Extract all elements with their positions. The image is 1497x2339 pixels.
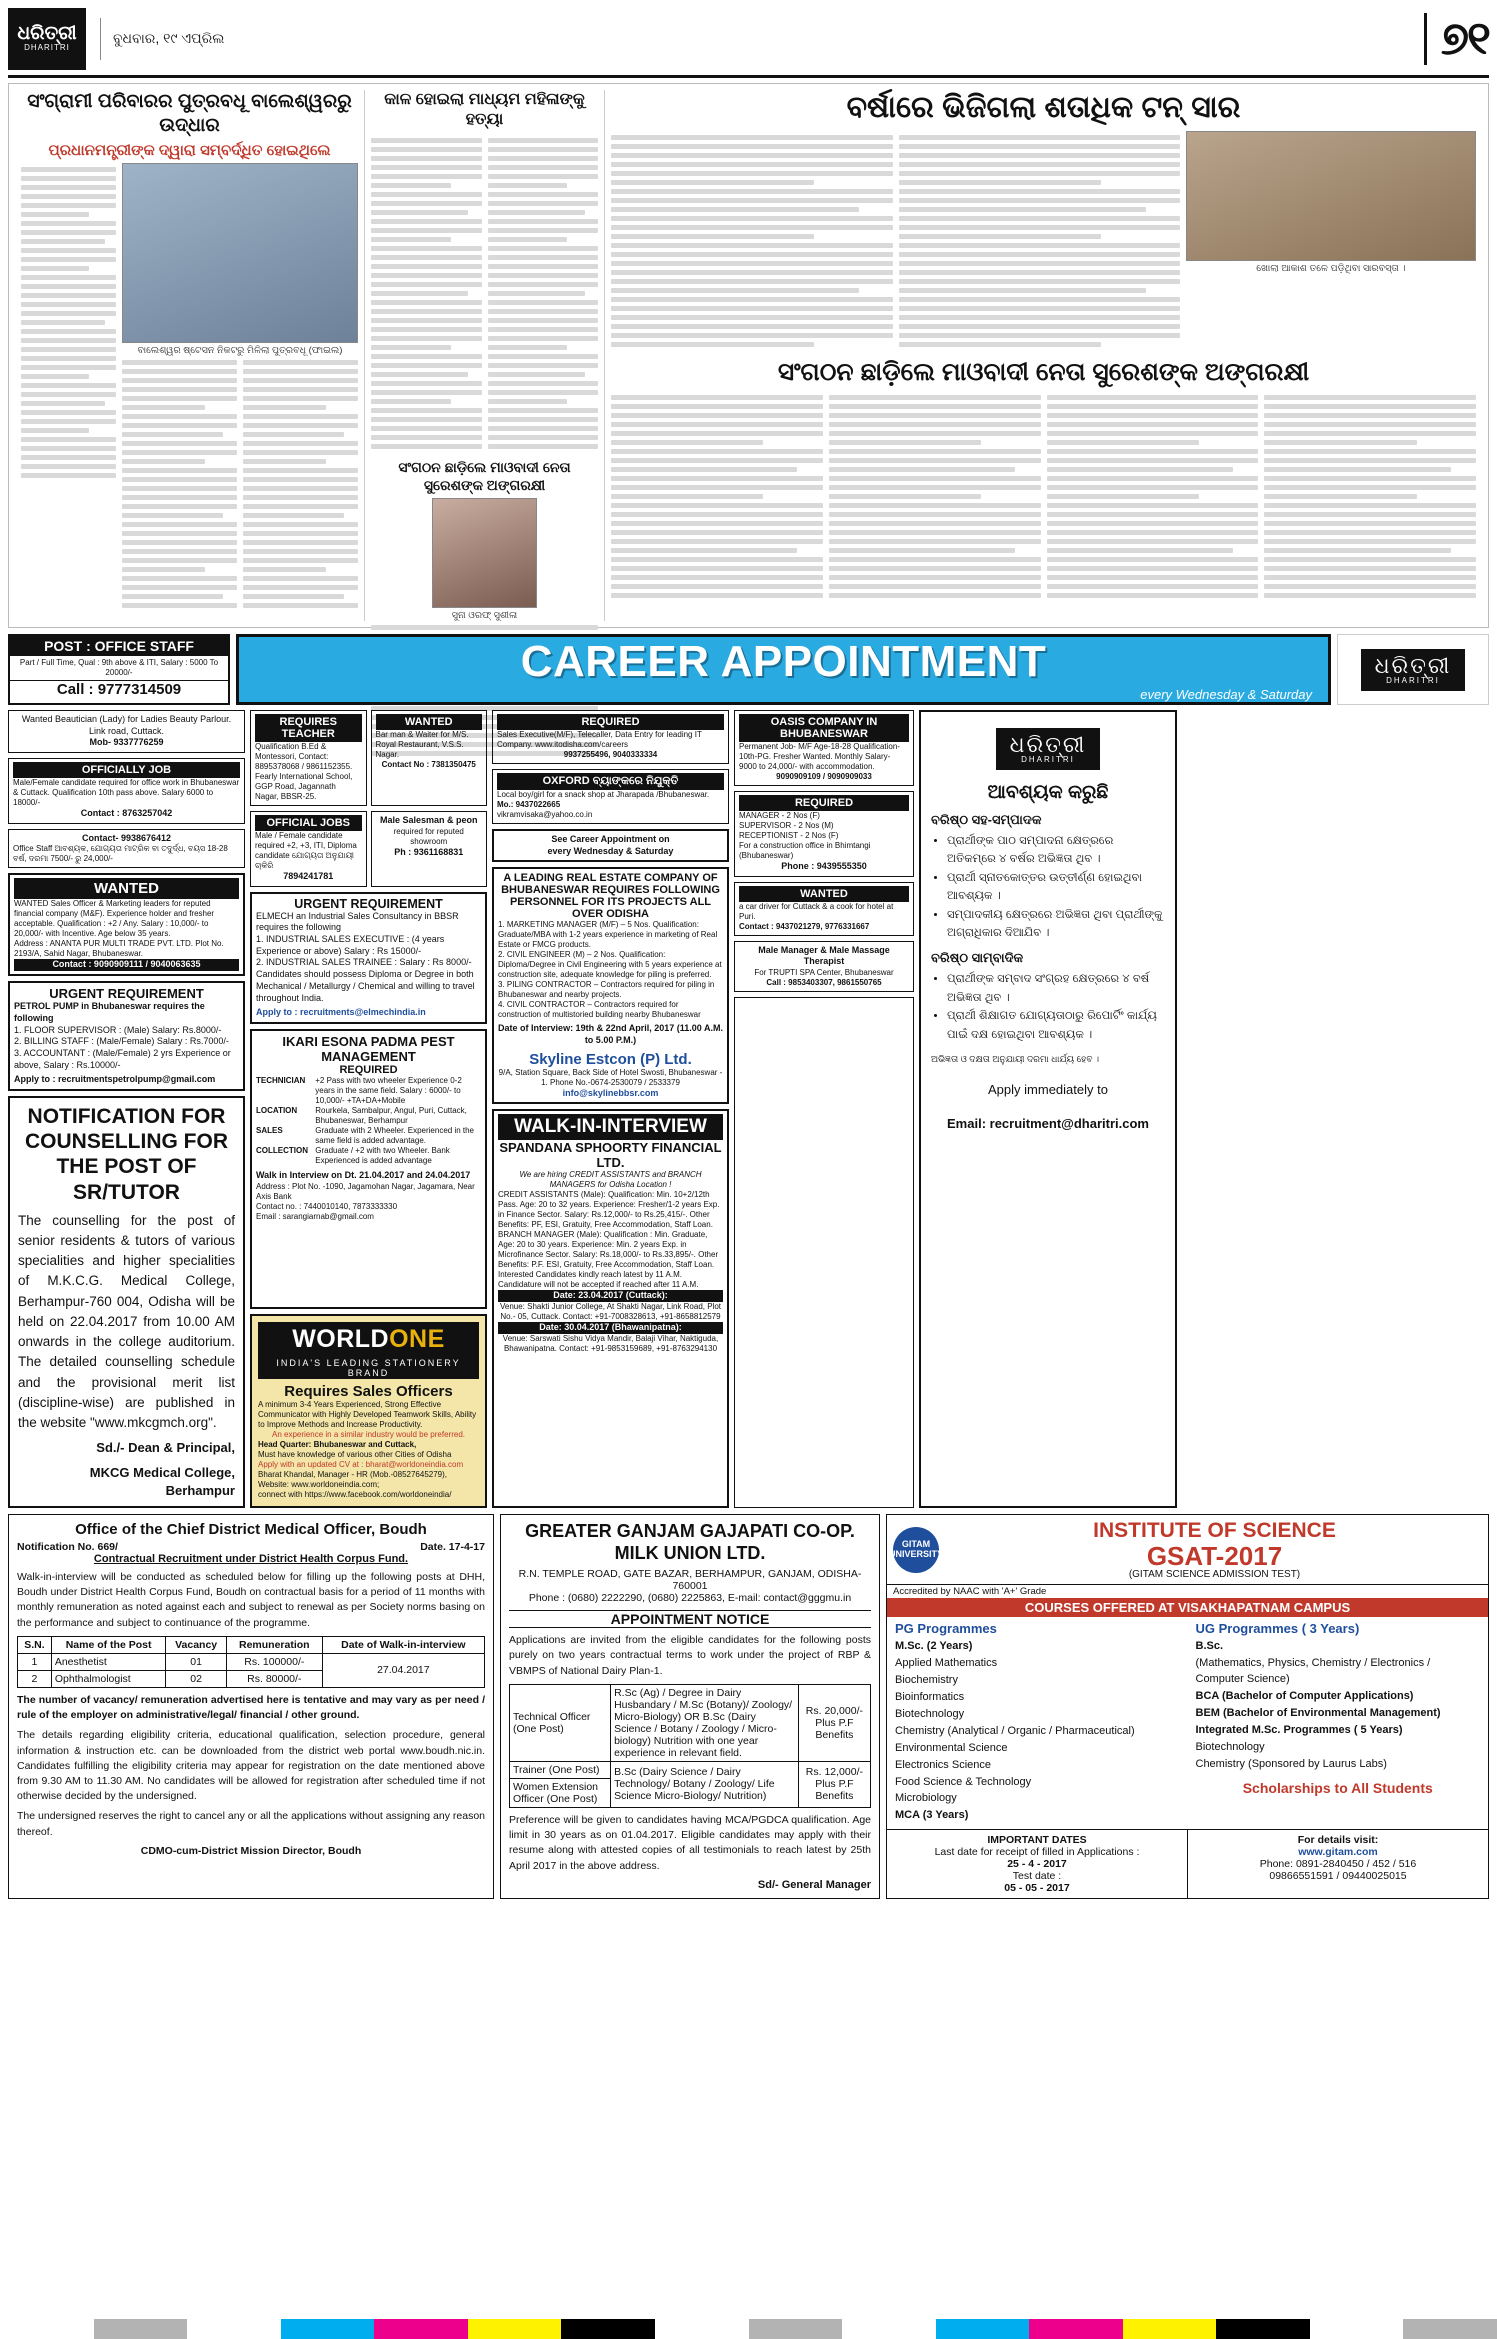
oxford-ad — [492, 769, 729, 824]
cdmo-col-4: Date of Walk-in-interview — [322, 1636, 484, 1653]
milk-r0-qual: R.Sc (Ag) / Degree in Dairy Husbandary / M.Sc (Botany)/ Zoology/ Micro-Biology) OR B.Sc (Dairy Science / Botany / Zoology / Micro-biology) Nutrition with one year experience in relevant field. — [611, 1684, 799, 1761]
gitam-header — [887, 1515, 1488, 1585]
elmech-title: URGENT REQUIREMENT — [294, 896, 443, 911]
ikari-sub: REQUIRED — [339, 1063, 398, 1076]
story4-text-b — [829, 395, 1041, 602]
elmech-apply[interactable]: Apply to : recruitments@elmechindia.in — [256, 1007, 426, 1018]
cdmo-title: Contractual Recruitment under District Health Corpus Fund. — [93, 1553, 409, 1565]
office-staff-line1: Part / Full Time, Qual : 9th above & ITI, Salary : 5000 To 20000/- — [19, 658, 219, 677]
bar-waiter-title: WANTED — [376, 714, 483, 730]
sr-tutor-sign-2: MKCG Medical College, Berhampur — [89, 1464, 235, 1498]
masthead — [8, 6, 1489, 78]
gitam-title: INSTITUTE OF SCIENCE — [1093, 1519, 1336, 1542]
worldone-web[interactable]: Website: www.worldoneindia.com; — [258, 1480, 380, 1489]
petrol-apply[interactable]: Apply to : recruitmentspetrolpump@gmail.com — [14, 1074, 216, 1085]
ikari-row-1-key: LOCATION — [256, 1105, 298, 1115]
dharitri-brand-sub: DHARITRI — [1386, 675, 1440, 685]
beautician-ad — [8, 710, 245, 753]
dharitri-rail-brand-sub: DHARITRI — [1021, 755, 1075, 764]
rail-s1-item-3: • ସମ୍ପାଦକୀୟ କ୍ଷେତ୍ରରେ ଅଭିଜ୍ଞତା ଥିବା ପ୍ରାର୍ଥୀଙ୍କୁ ଅଗ୍ରାଧିକାର ଦିଆଯିବ । — [947, 906, 1165, 943]
story4-photo — [432, 498, 537, 608]
ikari-contact: Contact no. : 7440010140, 7873333330 — [256, 1201, 398, 1211]
gitam-website[interactable]: www.gitam.com — [1298, 1846, 1378, 1859]
story1-text-a — [122, 360, 237, 612]
beautician-mob: Mob- 9337776259 — [89, 737, 164, 748]
realestate-item-3: 3. PILING CONTRACTOR – Contractors required for piling in Bhubaneswar and nearby projects. — [498, 980, 715, 1000]
cdmo-col-0: S.N. — [18, 1636, 52, 1653]
gitam-footer — [887, 1829, 1488, 1898]
worldone-brand-2: ONE — [389, 1325, 445, 1353]
gitam-seal-icon — [889, 1527, 944, 1573]
gitam-ug — [1188, 1617, 1489, 1829]
rail-s1-item-1: • ପ୍ରାର୍ଥୀଙ୍କ ପାଠ ସମ୍ପାଦନା କ୍ଷେତ୍ରରେ ଅତିକମ୍‌ରେ ୪ ବର୍ଷର ଅଭିଜ୍ଞତା ଥିବ । — [947, 832, 1165, 869]
contact-office-title: Contact- 9938676412 — [81, 832, 172, 843]
spandana-sub: We are hiring CREDIT ASSISTANTS and BRANCH MANAGERS for Odisha Location ! — [519, 1170, 702, 1190]
elmech-item-2: 2. INDUSTRIAL SALES TRAINEE : Salary : Rs 8000/- Candidates should possess Diploma or Degree in both Mechanical / Metallurgy / Chemical and willing to travel throughout India. — [256, 957, 475, 1003]
spandana-note: Interested Candidates kindly reach latest by 11 A.M. Candidature will not be accepted if reached after 11 A.M. — [498, 1270, 699, 1290]
officially-job-ad — [8, 758, 245, 824]
spandana-venue-1: Venue: Shakti Junior College, At Shakti Nagar, Link Road, Plot No.- 05, Cuttack. Contact: +91-7008328613, +91-8658812579 — [499, 1302, 722, 1322]
skyline-company: Skyline Estcon (P) Ltd. — [529, 1050, 692, 1068]
classified-ads-grid — [8, 710, 1489, 1508]
story2-text-b — [488, 138, 599, 453]
oxford-body: Local boy/girl for a snack shop at Jharapada /Bhubaneswar. — [497, 790, 710, 799]
oxford-title: OXFORD ବ୍ୟାଙ୍କରେ ନିଯୁକ୍ତି — [497, 773, 724, 790]
realestate-title: A LEADING REAL ESTATE COMPANY OF BHUBANESWAR REQUIRES FOLLOWING PERSONNEL FOR ITS PROJECTS ALL OVER ODISHA — [501, 872, 720, 921]
officially-job-body: Male/Female candidate required for office work in Bhubaneswar & Cuttack. Qualification 10th pass above. Salary 6000 to 18000/- — [13, 778, 240, 808]
masthead-divider — [1424, 13, 1427, 65]
milk-sign: Sd/- General Manager — [757, 1878, 871, 1891]
gitam-pg-9: Microbiology — [895, 1792, 957, 1805]
male-salesman-ad — [371, 811, 488, 887]
elmech-item-1: 1. INDUSTRIAL SALES EXECUTIVE : (4 years Experience or above) Salary : Rs 15000/- — [256, 934, 445, 956]
story4-text-d — [1264, 395, 1476, 602]
gitam-programmes — [887, 1617, 1488, 1829]
cdmo-r1-c0: 2 — [18, 1670, 52, 1687]
bar-waiter-contact: Contact No : 7381350475 — [381, 760, 476, 769]
cdmo-notif-no: Notification No. 669/ — [17, 1541, 118, 1553]
rail-s2-item-1: • ପ୍ରାର୍ଥୀଙ୍କ ସମ୍ବାଦ ସଂଗ୍ରହ କ୍ଷେତ୍ରରେ ୪ ବର୍ଷ ଅଭିଜ୍ଞତା ଥିବ । — [947, 970, 1165, 1007]
news-column-2 — [365, 90, 605, 621]
rail-note: ଅଭିଜ୍ଞତା ଓ ଦକ୍ଷତା ଅନୁଯାୟୀ ଦରମା ଧାର୍ଯ୍ୟ ହେବ । — [931, 1053, 1100, 1064]
spa-ad — [734, 941, 914, 992]
oxford-contact: Mo.: 9437022665 — [497, 800, 561, 809]
sales-exec-ad — [492, 710, 729, 764]
car-driver-title: WANTED — [739, 886, 909, 902]
gitam-pg-7: Electronics Science — [895, 1758, 991, 1771]
required-mgr-item-3: RECEPTIONIST - 2 Nos (F) — [739, 831, 839, 840]
story2-headline: କାଳ ହୋଇଲା ମାଧ୍ୟମ ମହିଳାଙ୍କୁ ହତ୍ୟା — [384, 91, 585, 128]
sr-tutor-body: The counselling for the post of senior residents & tutors of various specialities and higher specialities of M.K.C.G. Medical College, Berhampur-760 004, Odisha will be held on 22.04.2017 from 10.00 AM onwards in the college auditorium. The detailed counselling schedule and the provisional merit list (discipline-wise) are published in the website "www.mkcgmch.org". — [18, 1212, 235, 1431]
rail-section-1-title: ବରିଷ୍ଠ ସହ-ସମ୍ପାଦକ — [931, 812, 1042, 827]
requires-teacher-ad — [250, 710, 367, 806]
gitam-details-label: For details visit: — [1297, 1834, 1379, 1847]
spandana-date-2: Date: 30.04.2017 (Bhawanipatna): — [498, 1322, 723, 1334]
worldone-body: A minimum 3-4 Years Experienced, Strong Effective Communicator with Highly Developed Teamwork Skills, Ability to Improve Methods and Increase Productivity. — [258, 1400, 477, 1429]
ikari-row-0-key: TECHNICIAN — [256, 1075, 306, 1085]
gitam-pg-10: MCA (3 Years) — [895, 1809, 969, 1822]
worldone-person: Bharat Khandal, Manager - HR (Mob.-08527645279), — [258, 1470, 447, 1479]
career-banner-row — [8, 634, 1489, 705]
gitam-gsat: GSAT-2017 — [1146, 1541, 1283, 1571]
cdmo-date: Date. 17-4-17 — [420, 1541, 485, 1553]
gitam-pg-8: Food Science & Technology — [895, 1775, 1032, 1788]
gitam-phone: Phone: 0891-2840450 / 452 / 516 — [1259, 1858, 1417, 1871]
rail-apply-label: Apply immediately to — [988, 1081, 1108, 1097]
gitam-important-dates — [887, 1830, 1188, 1898]
dharitri-rail-logo — [931, 720, 1165, 778]
ikari-row-2-key: SALES — [256, 1125, 283, 1135]
contact-office-body: Office Staff ଆବଶ୍ୟକ, ଯୋଗ୍ୟତା ମାଟ୍ରିକ ବା ତଦୁର୍ଦ୍ଧ, ବୟସ 18-28 ବର୍ଷ, ଦରମା 7500/- ରୁ 24,000/- — [13, 844, 228, 864]
dharitri-rail-brand-name: ଧରିତ୍ରୀ — [1009, 732, 1087, 757]
rail-title: ଆବଶ୍ୟକ କରୁଛି — [987, 782, 1109, 803]
gitam-pg — [887, 1617, 1188, 1829]
sales-exec-body: Sales Executive(M/F), Telecaller, Data Entry for leading IT Company. www.itodisha.com/careers — [497, 730, 702, 749]
ikari-email[interactable]: Email : sarangiarnab@gmail.com — [256, 1211, 374, 1221]
gitam-pg-2: Biochemistry — [895, 1673, 958, 1686]
gitam-gsat-sub: (GITAM SCIENCE ADMISSION TEST) — [1128, 1569, 1301, 1580]
petrol-item-3: 3. ACCOUNTANT : (Male/Female) 2 yrs Experience or above, Salary : Rs.10000/- — [14, 1047, 231, 1070]
cdmo-col-1: Name of the Post — [51, 1636, 166, 1653]
petrol-item-1: 1. FLOOR SUPERVISOR : (Male) Salary: Rs.8000/- — [14, 1024, 222, 1035]
story4-caption: ସୁନା ଓରଫ୍ ସୁଶୀଳା — [451, 610, 518, 621]
gitam-pg-3: Bioinformatics — [895, 1690, 965, 1703]
dharitri-brand — [1361, 649, 1466, 691]
gitam-ug-3: BEM (Bachelor of Environmental Management) — [1195, 1706, 1441, 1719]
cdmo-col-3: Remuneration — [226, 1636, 322, 1653]
cdmo-intro: Walk-in-interview will be conducted as scheduled below for filling up the following posts at DHH, Boudh under District Health Corpus Fund, Boudh on contractual basis for a period of 11 months with monthly remuneration as noted against each and subject to renewal as per Society norms basing on the performance and subject to continuance of the programme. — [17, 1571, 485, 1629]
cdmo-note-3: The undersigned reserves the right to cancel any or all the applications without assigning any reason thereof. — [17, 1810, 485, 1838]
cdmo-col-2: Vacancy — [166, 1636, 227, 1653]
career-banner-title: CAREER APPOINTMENT — [520, 637, 1047, 686]
story1-caption: ବାଲେଶ୍ୱର ଷ୍ଟେସନ ନିକଟରୁ ମିଳିଲା ପୁତ୍ରବଧୂ (ଫାଇଲ) — [137, 344, 343, 356]
officially-job-title: OFFICIALLY JOB — [13, 762, 240, 778]
gitam-pg-5: Chemistry (Analytical / Organic / Pharmaceutical) — [895, 1724, 1135, 1737]
office-staff-ad — [8, 634, 230, 705]
worldone-tagline: INDIA'S LEADING STATIONERY BRAND — [258, 1357, 479, 1379]
petrol-intro: PETROL PUMP in Bhubaneswar requires the following — [14, 1001, 205, 1023]
masthead-logo-title: ଧରିତ୍ରୀ — [17, 23, 77, 45]
office-staff-call: Call : 9777314509 — [10, 680, 228, 698]
required-manager-ad — [734, 791, 914, 877]
news-section — [8, 83, 1489, 628]
story1-text-left — [21, 167, 116, 612]
story1-headline: ସଂଗ୍ରାମୀ ପରିବାରର ପୁତ୍ରବଧୂ ବାଲେଶ୍ୱରରୁ ଉଦ୍ଧାର — [27, 91, 352, 136]
milk-intro: Applications are invited from the eligible candidates for the following posts purely on two years contractual terms to work under the project of RBP & VBMPS of National Dairy Plan-1. — [509, 1634, 871, 1677]
elmech-ad — [250, 892, 487, 1024]
spa-contact: Call : 9853403307, 9861550765 — [766, 978, 882, 988]
realestate-ad — [492, 867, 729, 1104]
milk-pref: Preference will be given to candidates having MCA/PGDCA qualification. Age limit in 30 years as on 01.04.2017. Eligible candidates may apply with their resume along with attested copies of all testimonials to reach latest by 25th April 2017 in the above address. — [509, 1813, 871, 1872]
milk-r0-rem: Rs. 20,000/- Plus P.F Benefits — [798, 1684, 870, 1761]
contact-office-ad — [8, 829, 245, 869]
official-jobs-ad — [250, 811, 367, 887]
wanted-sales-officer-ad — [8, 873, 245, 976]
story4-text-c — [1047, 395, 1259, 602]
gitam-ug-0: B.Sc. — [1195, 1640, 1224, 1652]
required-mgr-item-1: MANAGER - 2 Nos (F) — [739, 811, 820, 820]
oasis-ad — [734, 710, 914, 786]
gitam-last-date-label: Last date for receipt of filled in Applications : — [934, 1846, 1140, 1859]
story3-caption: ଖୋଲା ଆକାଶ ତଳେ ପଡ଼ିଥିବା ସାରବସ୍ତା । — [1256, 263, 1406, 274]
skyline-email[interactable]: info@skylinebbsr.com — [562, 1087, 659, 1098]
color-registration-bar — [0, 2319, 1497, 2339]
news-column-3 — [605, 90, 1482, 621]
spa-body: For TRUPTI SPA Center, Bhubaneswar — [754, 968, 894, 978]
male-salesman-contact: Ph : 9361168831 — [394, 846, 464, 857]
gitam-pg-4: Biotechnology — [895, 1707, 965, 1720]
gitam-courses-bar: COURSES OFFERED AT VISAKHAPATNAM CAMPUS — [887, 1598, 1488, 1617]
rail-s1-item-2: • ପ୍ରାର୍ଥୀ ସ୍ନାତକୋତ୍ତର ଉତ୍ତୀର୍ଣ୍ଣ ହୋଇଥିବା ଆବଶ୍ୟକ । — [947, 869, 1165, 906]
realestate-item-1: 1. MARKETING MANAGER (M/F) – 5 Nos. Qualification: Graduate/MBA with 1-2 years experience in marketing of Real Estate or FMCG products. — [498, 920, 718, 950]
male-salesman-body: required for reputed showroom — [393, 826, 464, 846]
wanted-title: WANTED — [14, 878, 239, 899]
ads-column-rail — [919, 710, 1177, 1508]
spa-title: Male Manager & Male Massage Therapist — [758, 944, 890, 967]
gitam-imp-dates-title: IMPORTANT DATES — [987, 1834, 1087, 1847]
milk-table — [509, 1684, 871, 1808]
story3-photo — [1186, 131, 1476, 261]
cdmo-note-1: The number of vacancy/ remuneration advertised here is tentative and may vary as per need / rule of the employer on administrative/legal/ financial / other ground. — [17, 1693, 485, 1722]
cdmo-boudh-notice — [8, 1514, 494, 1899]
gitam-univ-label: GITAM UNIVERSITY — [889, 1539, 944, 1559]
cdmo-office: Office of the Chief District Medical Officer, Boudh — [75, 1521, 427, 1538]
cdmo-table-header — [18, 1636, 485, 1653]
cdmo-r0-c4: 27.04.2017 — [322, 1653, 484, 1687]
gitam-ug-title: UG Programmes ( 3 Years) — [1195, 1621, 1360, 1636]
ikari-walk: Walk in Interview on Dt. 21.04.2017 and 24.04.2017 — [256, 1169, 471, 1180]
male-salesman-title: Male Salesman & peon — [379, 815, 478, 825]
sr-tutor-notification — [8, 1096, 245, 1508]
petrol-pump-ad — [8, 981, 245, 1091]
bottom-notices — [8, 1514, 1489, 1899]
worldone-title: Requires Sales Officers — [284, 1383, 453, 1400]
worldone-brand — [258, 1322, 479, 1357]
story3-text-a — [611, 135, 893, 351]
skyline-address: 9/A, Station Square, Back Side of Hotel Swosti, Bhubaneswar - 1. Phone No.-0674-2530079 / 2533379 — [498, 1067, 723, 1087]
worldone-brand-1: WORLD — [292, 1325, 390, 1353]
ikari-row-1-val: Rourkela, Sambalpur, Angul, Puri, Cuttack, Bhubaneswar, Berhampur — [315, 1105, 467, 1125]
ikari-ad — [250, 1029, 487, 1309]
office-staff-title: POST : OFFICE STAFF — [10, 636, 228, 656]
required-mgr-title: REQUIRED — [739, 795, 909, 811]
dharitri-logo-banner — [1337, 634, 1489, 705]
gitam-pg-1: Applied Mathematics — [895, 1656, 998, 1669]
worldone-fb[interactable]: connect with https://www.facebook.com/worldoneindia/ — [258, 1490, 452, 1499]
car-driver-body: a car driver for Cuttack & a cook for hotel at Puri. — [739, 901, 894, 921]
cdmo-r0-c2: 01 — [166, 1653, 227, 1670]
required-mgr-item-2: SUPERVISOR - 2 Nos (M) — [739, 821, 834, 830]
masthead-logo — [8, 8, 86, 70]
beautician-text: Wanted Beautician (Lady) for Ladies Beauty Parlour. Link road, Cuttack. — [21, 714, 232, 736]
story3-headline: ବର୍ଷାରେ ଭିଜିଗଲା ଶତାଧିକ ଟନ୍ ସାର — [846, 91, 1241, 124]
car-driver-ad — [734, 882, 914, 936]
gitam-test-date-label: Test date : — [1012, 1870, 1062, 1883]
wanted-phone: Contact : 9090909111 / 9040063635 — [14, 959, 239, 971]
spandana-item-2: BRANCH MANAGER (Male): Qualification : Min. Graduate, Age: 20 to 30 years. Experience: Min. 2 years Exp. in Microfinance Sector. Salary: Rs.18,000/- to Rs.33,895/-. Other Benefits: P.F. ESI, Gratuity, Free Accommodation, Staff Loan. — [498, 1230, 719, 1270]
oasis-body: Permanent Job- M/F Age-18-28 Qualification-10th-PG. Fresher Wanted. Monthly Salary- 9000 to 24,000/- with accommodation. — [739, 742, 900, 771]
ikari-row-2-val: Graduate with 2 Wheeler. Experienced in the same field is added advantage. — [315, 1125, 475, 1145]
worldone-note: An experience in a similar industry would be preferred. — [272, 1430, 465, 1439]
spandana-walkin-header: WALK-IN-INTERVIEW — [498, 1114, 723, 1140]
realestate-item-2: 2. CIVIL ENGINEER (M) – 2 Nos. Qualification: Diploma/Degree in Civil Engineering with 5 years experience at construction site, adequate knowledge for piling is preferred. — [498, 950, 722, 980]
story4-headline: ସଂଗଠନ ଛାଡ଼ିଲେ ମାଓବାଦୀ ନେତା ସୁରେଶଙ୍କ ଅଙ୍ଗରକ୍ଷୀ — [777, 358, 1310, 386]
story1-text-b — [243, 360, 358, 612]
bar-waiter-body: Bar man & Waiter for M/S. Royal Restaurant, V.S.S. Nagar. — [375, 730, 469, 759]
masthead-date: ବୁଧବାର, ୧୯ ଏପ୍ରିଲ — [100, 18, 224, 60]
rail-section-2-title: ବରିଷ୍ଠ ସାମ୍ବାଦିକ — [931, 950, 1024, 966]
gitam-ug-1: (Mathematics, Physics, Chemistry / Electronics / Computer Science) — [1195, 1656, 1431, 1685]
elmech-intro: ELMECH an Industrial Sales Consultancy in BBSR requires the following — [256, 910, 459, 933]
career-banner-subtitle: every Wednesday & Saturday — [1140, 687, 1312, 702]
milk-address: R.N. TEMPLE ROAD, GATE BAZAR, BERHAMPUR, GANJAM, ODISHA- 760001 — [518, 1568, 862, 1593]
spandana-item-1: CREDIT ASSISTANTS (Male): Qualification: Min. 10+2/12th Pass. Age: 20 to 32 years. Experience: Fresher/1-2 years Exp. in Finance Sector. Salary: Rs.12,000/- to Rs.25,415/-. Other Benefits: PF, ESI, Gratuity, Free Accommodation, Staff Loan. — [498, 1190, 720, 1230]
gitam-ug-2: BCA (Bachelor of Computer Applications) — [1195, 1689, 1414, 1702]
ads-column-3 — [492, 710, 729, 1508]
story1-photo — [122, 163, 358, 343]
sales-exec-title: REQUIRED — [497, 714, 724, 730]
official-jobs-title: OFFICIAL JOBS — [255, 815, 362, 831]
bar-waiter-ad — [371, 710, 488, 806]
gitam-pg-6: Environmental Science — [895, 1741, 1008, 1754]
gitam-scholarship: Scholarships to All Students — [1242, 1779, 1433, 1796]
story3-text-b — [899, 135, 1181, 351]
ikari-title: IKARI ESONA PADMA PEST MANAGEMENT — [282, 1033, 455, 1064]
rail-s2-item-2: • ପ୍ରାର୍ଥୀ ଶିକ୍ଷାଗତ ଯୋଗ୍ୟତାଠାରୁ ରିପୋର୍ଟିଂ କାର୍ଯ୍ୟ ପାଇଁ ଦକ୍ଷ ହୋଇଥିବା ଆବଶ୍ୟକ । — [947, 1007, 1165, 1044]
gitam-mobile: 09866551591 / 09440025015 — [1269, 1870, 1407, 1883]
rail-section-1-list — [931, 832, 1165, 942]
gitam-test-date-value: 05 - 05 - 2017 — [1004, 1882, 1070, 1895]
cdmo-r0-c3: Rs. 100000/- — [226, 1653, 322, 1670]
milk-phone: Phone : (0680) 2222290, (0680) 2225863, E-mail: contact@gggmu.in — [528, 1592, 852, 1605]
petrol-title: URGENT REQUIREMENT — [49, 986, 204, 1002]
gitam-ug-6: Chemistry (Sponsored by Laurus Labs) — [1195, 1757, 1387, 1770]
table-row — [510, 1761, 871, 1778]
cdmo-r1-c2: 02 — [166, 1670, 227, 1687]
gitam-accreditation: Accredited by NAAC with 'A+' Grade — [893, 1586, 1047, 1597]
milk-r1-rem: Rs. 12,000/- Plus P.F Benefits — [798, 1761, 870, 1807]
gitam-ug-4: Integrated M.Sc. Programmes ( 5 Years) — [1195, 1723, 1403, 1736]
masthead-logo-sub: DHARITRI — [24, 43, 70, 53]
realestate-item-4: 4. CIVIL CONTRACTOR – Contractors required for construction of multistoried building nearby Bhubaneswar — [498, 1000, 701, 1020]
worldone-ad — [250, 1314, 487, 1508]
cdmo-r1-c3: Rs. 80000/- — [226, 1670, 322, 1687]
cdmo-r1-c1: Ophthalmologist — [51, 1670, 166, 1687]
ads-column-4 — [734, 710, 914, 1508]
milk-union-notice — [500, 1514, 880, 1899]
cdmo-r0-c0: 1 — [18, 1653, 52, 1670]
realestate-date: Date of Interview: 19th & 22nd April, 2017 (11.00 A.M. to 5.00 P.M.) — [498, 1023, 723, 1046]
gitam-pg-0: M.Sc. (2 Years) — [895, 1640, 973, 1652]
story4-headline-part: ସଂଗଠନ ଛାଡ଼ିଲେ ମାଓବାଦୀ ନେତା ସୁରେଶଙ୍କ ଅଙ୍ଗରକ୍ଷୀ — [398, 459, 571, 493]
cdmo-sign: CDMO-cum-District Mission Director, Boudh — [140, 1844, 362, 1857]
worldone-apply[interactable]: Apply with an updated CV at : bharat@worldoneindia.com — [258, 1460, 464, 1469]
ads-column-2 — [250, 710, 487, 1508]
petrol-item-2: 2. BILLING STAFF : (Male/Female) Salary : Rs.7000/- — [14, 1036, 229, 1047]
ikari-address: Address : Plot No. -1090, Jagamohan Nagar, Jagamara, Near Axis Bank — [256, 1181, 475, 1201]
ikari-row-0-val: +2 Pass with two wheeler Experience 0-2 years in the same field. Salary : 6000/- to 10,000/- +TA+DA+Mobile — [315, 1075, 462, 1105]
dharitri-rail-brand — [996, 728, 1101, 770]
sr-tutor-sign-1: Sd./- Dean & Principal, — [96, 1440, 235, 1456]
wanted-body: WANTED Sales Officer & Marketing leaders for reputed financial company (M&F). Experience holder and fresher acceptable. Qualification : +2 / Any. Salary : 10,000/- to 20,000/- with Incentive. Age below 35 years. — [14, 899, 215, 939]
teacher-body: Qualification B.Ed & Montessori, Contact: 8895378068 / 9861152355. Fearly International School, GGP Road, Jagannath Nagar, BBSR-25. — [255, 742, 353, 801]
gitam-last-date-value: 25 - 4 - 2017 — [1007, 1858, 1067, 1871]
ads-column-1 — [8, 710, 245, 1508]
required-mgr-note: For a construction office in Bhimtangi (Bhubaneswar) — [739, 841, 871, 860]
wanted-address: Address : ANANTA PUR MULTI TRADE PVT. LTD. Plot No. 2193/A, Sahid Nagar, Bhubaneswar. — [14, 939, 224, 959]
milk-title: GREATER GANJAM GAJAPATI CO-OP. MILK UNION LTD. — [525, 1521, 855, 1563]
filler-ad — [734, 997, 914, 1508]
see-career-line-1: See Career Appointment on — [551, 834, 670, 844]
oasis-title: OASIS COMPANY IN BHUBANESWAR — [739, 714, 909, 742]
gitam-ug-5: Biotechnology — [1195, 1740, 1265, 1753]
see-career-ad — [492, 829, 729, 862]
milk-r2-post: Women Extension Officer (One Post) — [510, 1778, 611, 1807]
career-appointment-banner — [236, 634, 1331, 705]
official-jobs-body: Male / Female candidate required +2, +3, ITI, Diploma candidate ଯୋଗ୍ୟତା ଅନୁଯାୟୀ ଚାକିରି — [255, 831, 357, 870]
cdmo-note-2: The details regarding eligibility criteria, educational qualification, selection procedure, general information & instruction etc. can be downloaded from the district web portal www.boudh.nic.in. Candidates fulfilling the eligibility criteria may appear for registration on the date mentioned above from 9.30 AM to 11.30 AM. No candidates will be allowed for registration after scheduled time if not otherwise decided by the undersigned. — [17, 1729, 485, 1803]
see-career-line-2: every Wednesday & Saturday — [547, 845, 674, 856]
officially-job-contact: Contact : 8763257042 — [80, 808, 173, 819]
sales-exec-contact: 9937255496, 9040333334 — [563, 750, 658, 759]
dharitri-recruitment-ad — [919, 710, 1177, 1508]
spandana-venue-2: Venue: Sarswati Sishu Vidya Mandir, Balaji Vihar, Naktiguda, Bhawanipatna. Contact: +91-9853159689, +91-8763294130 — [502, 1333, 719, 1353]
table-row — [18, 1653, 485, 1670]
dharitri-brand-name: ଧରିତ୍ରୀ — [1374, 652, 1452, 678]
story2-text-a — [371, 138, 482, 453]
table-row — [510, 1684, 871, 1761]
car-driver-contact: Contact : 9437021279, 9776331667 — [739, 921, 870, 931]
story1-subhead: ପ୍ରଧାନମନ୍ତ୍ରୀଙ୍କ ଦ୍ୱାରା ସମ୍ବର୍ଦ୍ଧିତ ହୋଇଥିଲେ — [48, 141, 331, 159]
rail-apply-email[interactable]: Email: recruitment@dharitri.com — [947, 1116, 1149, 1132]
oasis-contact: 9090909109 / 9090909033 — [776, 772, 872, 781]
story4-text-a — [611, 395, 823, 602]
worldone-know: Must have knowledge of various other Cities of Odisha — [258, 1450, 452, 1459]
teacher-title: REQUIRES TEACHER — [255, 714, 362, 742]
gitam-ad — [886, 1514, 1489, 1899]
sr-tutor-title: NOTIFICATION FOR COUNSELLING FOR THE POST OF SR/TUTOR — [25, 1104, 228, 1204]
masthead-right — [1424, 11, 1489, 67]
rail-section-2-list — [931, 970, 1165, 1044]
milk-r0-post: Technical Officer (One Post) — [510, 1684, 611, 1761]
milk-notice-title: APPOINTMENT NOTICE — [509, 1610, 871, 1628]
cdmo-table — [17, 1636, 485, 1688]
required-mgr-phone: Phone : 9439555350 — [781, 861, 867, 871]
oxford-email[interactable]: vikramvisaka@yahoo.co.in — [497, 810, 593, 819]
milk-r1-post: Trainer (One Post) — [510, 1761, 611, 1778]
spandana-date-1: Date: 23.04.2017 (Cuttack): — [498, 1290, 723, 1302]
ikari-row-3-val: Graduate / +2 with two Wheeler. Bank Experienced is added advantage — [315, 1145, 450, 1165]
spandana-ad — [492, 1109, 729, 1508]
ikari-row-3-key: COLLECTION — [256, 1145, 308, 1155]
cdmo-r0-c1: Anesthetist — [51, 1653, 166, 1670]
gitam-contact — [1188, 1830, 1488, 1898]
gitam-pg-title: PG Programmes — [895, 1621, 997, 1636]
page-number: ୭୧ — [1440, 11, 1489, 64]
spandana-title: SPANDANA SPHOORTY FINANCIAL LTD. — [499, 1140, 722, 1171]
milk-r1-qual: B.Sc (Dairy Science / Dairy Technology/ Botany / Zoology/ Life Science Micro-Biology/ Nutrition) — [611, 1761, 799, 1807]
worldone-head: Head Quarter: Bhubaneswar and Cuttack, — [258, 1440, 417, 1449]
news-column-1 — [15, 90, 365, 621]
official-jobs-contact: 7894241781 — [283, 871, 334, 881]
